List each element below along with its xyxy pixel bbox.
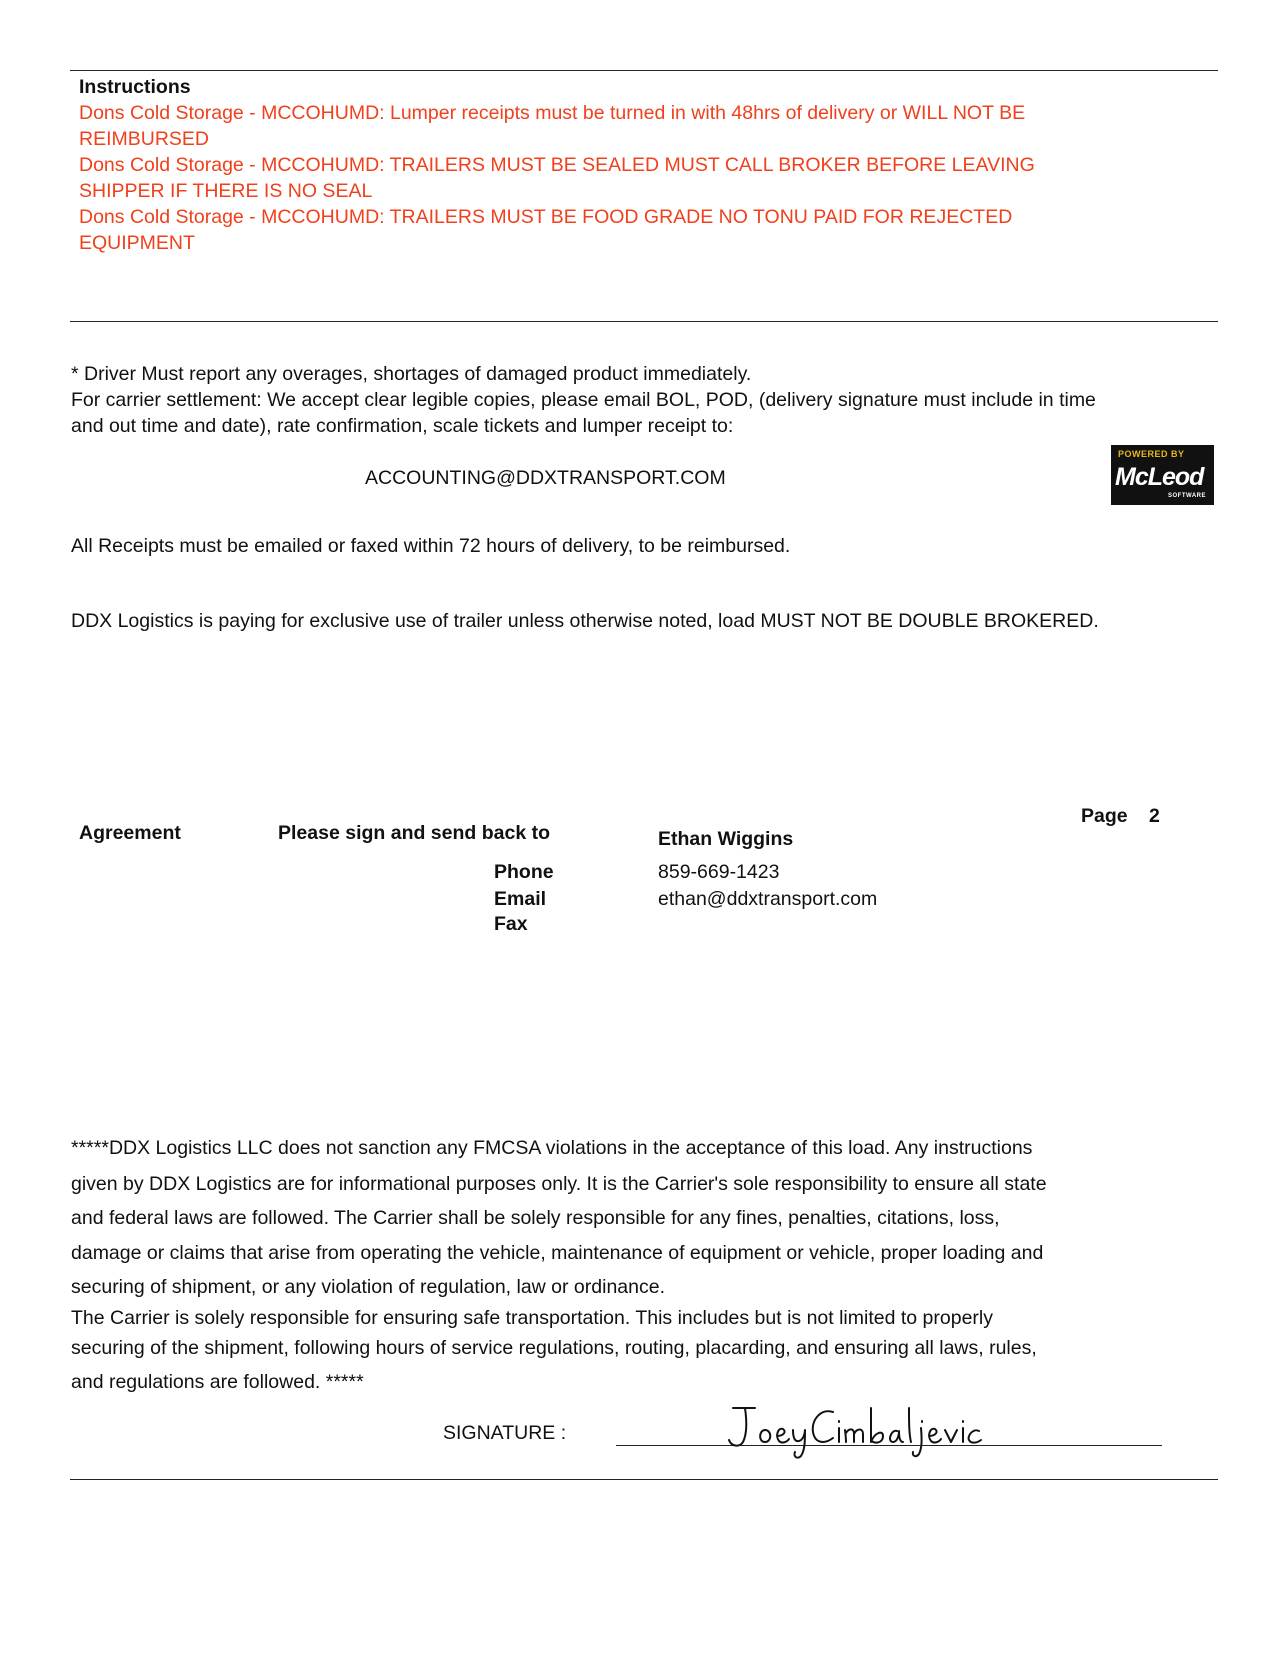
legal-line: given by DDX Logistics are for informational purposes only. It is the Carrier's sole responsibility to ensure all state [71, 1173, 1047, 1195]
top-divider [70, 70, 1218, 71]
instruction-line: Dons Cold Storage - MCCOHUMD: TRAILERS MUST BE FOOD GRADE NO TONU PAID FOR REJECTED [79, 206, 1013, 228]
legal-line: and federal laws are followed. The Carrier shall be solely responsible for any fines, penalties, citations, loss, [71, 1207, 1000, 1229]
email-value: ethan@ddxtransport.com [658, 888, 878, 910]
fax-label: Fax [494, 913, 528, 935]
legal-line: damage or claims that arise from operating the vehicle, maintenance of equipment or vehicle, proper loading and [71, 1242, 1044, 1264]
phone-label: Phone [494, 861, 554, 883]
page-label: Page [1081, 805, 1128, 827]
instructions-divider [70, 321, 1218, 322]
legal-line: and regulations are followed. ***** [71, 1371, 364, 1393]
mcleod-software-logo [1111, 445, 1214, 505]
logo-brand: McLeod [1115, 463, 1204, 491]
instruction-line: REIMBURSED [79, 128, 210, 150]
logo-powered-by: POWERED BY [1118, 449, 1185, 459]
settlement-note: For carrier settlement: We accept clear legible copies, please email BOL, POD, (delivery signature must include in time [71, 389, 1096, 411]
legal-line: securing of shipment, or any violation of regulation, law or ordinance. [71, 1276, 665, 1298]
contact-name: Ethan Wiggins [658, 828, 794, 850]
legal-line: *****DDX Logistics LLC does not sanction any FMCSA violations in the acceptance of this load. Any instructions [71, 1137, 1033, 1159]
logo-software: SOFTWARE [1168, 493, 1206, 499]
instruction-line: Dons Cold Storage - MCCOHUMD: Lumper receipts must be turned in with 48hrs of delivery or WILL NOT BE [79, 102, 1026, 124]
bottom-divider [70, 1479, 1218, 1480]
receipts-note: All Receipts must be emailed or faxed within 72 hours of delivery, to be reimbursed. [71, 535, 791, 557]
instruction-line: Dons Cold Storage - MCCOHUMD: TRAILERS MUST BE SEALED MUST CALL BROKER BEFORE LEAVING [79, 154, 1035, 176]
legal-line: securing of the shipment, following hours of service regulations, routing, placarding, and ensuring all laws, rules, [71, 1337, 1037, 1359]
driver-note: * Driver Must report any overages, shortages of damaged product immediately. [71, 363, 752, 385]
legal-line: The Carrier is solely responsible for ensuring safe transportation. This includes but is not limited to properly [71, 1307, 993, 1329]
instruction-line: EQUIPMENT [79, 232, 195, 254]
instruction-line: SHIPPER IF THERE IS NO SEAL [79, 180, 373, 202]
signature-label: SIGNATURE : [443, 1422, 567, 1444]
page-number: 2 [1149, 805, 1160, 827]
settlement-note-continued: and out time and date), rate confirmation, scale tickets and lumper receipt to: [71, 415, 734, 437]
accounting-email: ACCOUNTING@DDXTRANSPORT.COM [365, 467, 726, 489]
agreement-label: Agreement [79, 822, 181, 844]
send-back-label: Please sign and send back to [278, 822, 551, 844]
exclusive-use-note: DDX Logistics is paying for exclusive use of trailer unless otherwise noted, load MUST NOT BE DOUBLE BROKERED. [71, 610, 1099, 632]
instructions-heading: Instructions [79, 76, 191, 98]
handwritten-signature [725, 1400, 985, 1462]
phone-value: 859-669-1423 [658, 861, 780, 883]
email-label: Email [494, 888, 547, 910]
